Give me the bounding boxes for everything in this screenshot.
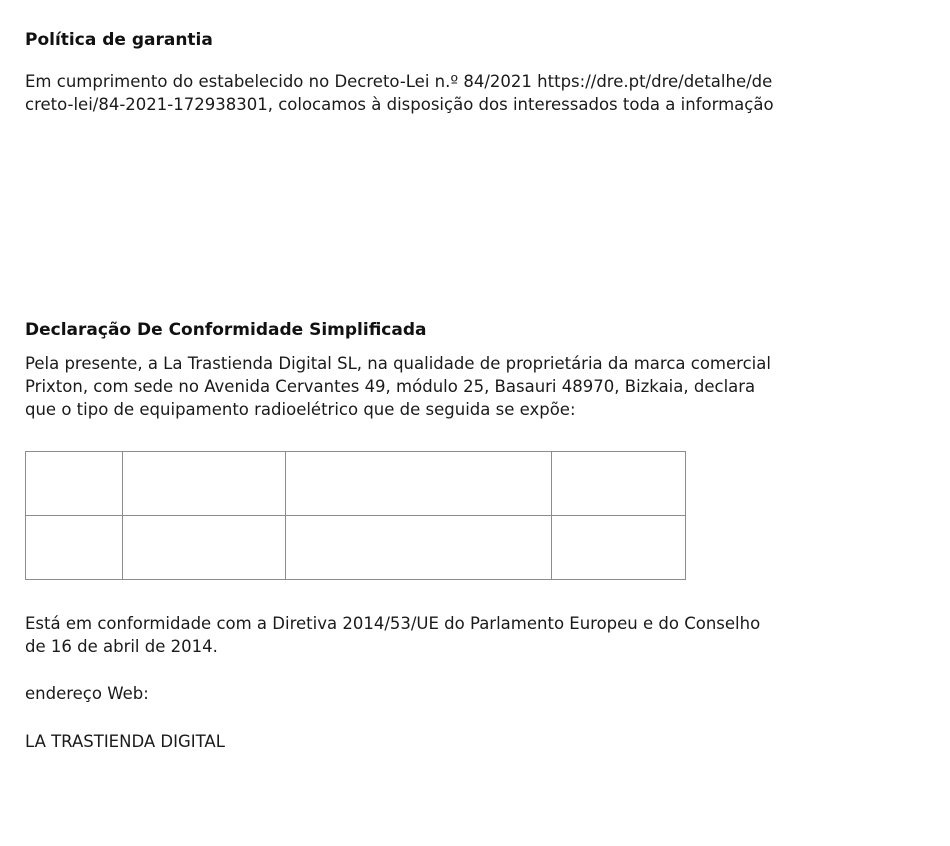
warranty-heading: Política de garantia: [25, 30, 213, 50]
conformity-paragraph-line: Está em conformidade com a Diretiva 2014/53/UE do Parlamento Europeu e do Conselho: [25, 614, 761, 633]
conformity-paragraph-line: de 16 de abril de 2014.: [25, 637, 218, 656]
table-cell: [26, 452, 123, 516]
table-cell: [552, 516, 686, 580]
declaration-paragraph-line: Pela presente, a La Trastienda Digital SL, na qualidade de proprietária da marca comercial: [25, 354, 771, 373]
table-cell: [26, 516, 123, 580]
table-cell: [552, 452, 686, 516]
declaration-paragraph: [25, 352, 771, 421]
declaration-paragraph-line: que o tipo de equipamento radioelétrico que de seguida se expõe:: [25, 400, 576, 419]
declaration-heading: Declaração De Conformidade Simplificada: [25, 320, 427, 340]
warranty-paragraph-line: Em cumprimento do estabelecido no Decreto-Lei n.º 84/2021 https://dre.pt/dre/detalhe/de: [25, 72, 773, 91]
equipment-table: [25, 451, 686, 580]
warranty-paragraph: [25, 70, 774, 116]
table-row: [26, 516, 686, 580]
company-name: LA TRASTIENDA DIGITAL: [25, 732, 225, 751]
table-row: [26, 452, 686, 516]
warranty-paragraph-line: creto-lei/84-2021-172938301, colocamos à disposição dos interessados toda a informação: [25, 95, 774, 114]
web-address-label: endereço Web:: [25, 684, 149, 703]
conformity-paragraph: [25, 612, 760, 658]
declaration-paragraph-line: Prixton, com sede no Avenida Cervantes 49, módulo 25, Basauri 48970, Bizkaia, declara: [25, 377, 756, 396]
table-cell: [286, 452, 552, 516]
table-cell: [286, 516, 552, 580]
table-cell: [123, 516, 286, 580]
table-cell: [123, 452, 286, 516]
